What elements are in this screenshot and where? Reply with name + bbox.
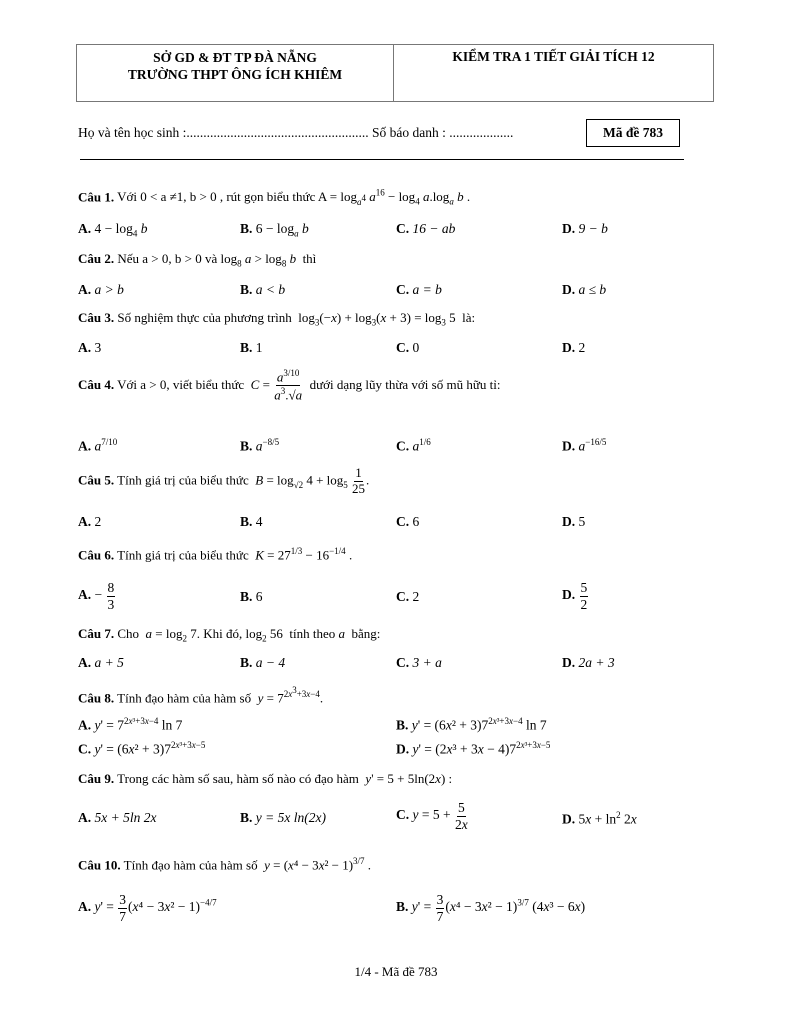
question-7: Câu 7. Cho $a = \log_2 7$. Khi đó, $\log_2 56$ tính theo a bằng: (78, 626, 381, 644)
student-info-line: Họ và tên học sinh :...................................................... Số báo danh : ................... (78, 125, 514, 140)
q9-option-d: D. $5x + \ln^2 2x$ (562, 810, 637, 827)
school-info (77, 49, 393, 83)
question-4: Câu 4. Với a > 0, viết biểu thức C = $\frac{a^{3/10}}{a^3.√a}$ dưới dạng lũy thừa với số mũ hữu tỉ: (78, 368, 501, 403)
q5-option-d: D. 5 (562, 514, 586, 529)
header-rule (80, 159, 684, 160)
q3-option-d: D. 2 (562, 340, 586, 355)
q3-option-a: A. 3 (78, 340, 102, 355)
question-9: Câu 9. Trong các hàm số sau, hàm số nào có đạo hàm y' = 5 + 5ln(2x) : (78, 771, 453, 786)
q1-option-a: A. $4 - \log_4 b$ (78, 221, 148, 239)
question-6: Câu 6. Tính giá trị của biểu thức $K = 27^{1/3} - 16^{-1/4}$ . (78, 546, 353, 563)
q1-option-b: B. $6 - \log_a b$ (240, 221, 309, 239)
question-8: Câu 8. Tính đạo hàm của hàm số $y = 7^{2x^3+3x-4}$. (78, 685, 324, 706)
q5-option-b: B. 4 (240, 514, 263, 529)
q4-fraction: $\frac{a^{3/10}}{a^3.√a}$ (274, 368, 303, 403)
q7-option-d: D. 2a + 3 (562, 655, 615, 670)
page-footer: 1/4 - Mã đề 783 (354, 964, 438, 979)
exam-title: KIỂM TRA 1 TIẾT GIẢI TÍCH 12 (452, 49, 655, 64)
q1-option-c: C. 16 − ab (396, 221, 456, 236)
question-1 (78, 188, 470, 207)
q3-option-b: B. 1 (240, 340, 263, 355)
q8-option-a: A. $y' = 7^{2x^3+3x-4}$ ln 7 (78, 716, 183, 733)
q6-option-b: B. 6 (240, 589, 263, 604)
q4-option-a: A. $a^{7/10}$ (78, 437, 118, 454)
q8-option-c: C. $y' = (6x^2 + 3)7^{2x^3+3x-5}$ (78, 740, 206, 757)
q2-option-c: C. a = b (396, 282, 442, 297)
q2-option-d: D. a ≤ b (562, 282, 607, 297)
q10-option-b: B. y' = $\frac{3}{7}$ $(x^4 - 3x^2 - 1)^{3/7}$ (4x³ − 6x) (396, 892, 586, 924)
q1-option-d: D. 9 − b (562, 221, 608, 236)
q9-option-c: C. y = 5 + $\frac{5}{2x}$ (396, 800, 468, 832)
school-line-2: TRƯỜNG THPT ÔNG ÍCH KHIÊM (127, 67, 343, 82)
q7-option-b: B. a − 4 (240, 655, 286, 670)
q8-option-d: D. $y' = (2x^3 + 3x - 4)7^{2x^3+3x-5}$ (396, 740, 551, 757)
q4-option-b: B. $a^{-8/5}$ (240, 437, 280, 454)
question-2: Câu 2. Nếu a > 0, b > 0 và $\log_8 a > \log_8 b$ thì (78, 251, 317, 269)
q9-option-b: B. y = 5x ln(2x) (240, 810, 326, 825)
q6-option-a: A. − $\frac{8}{3}$ (78, 580, 115, 612)
q10-option-a: A. y' = $\frac{3}{7}$ $(x^4 - 3x^2 - 1)^{-4/7}$ (78, 892, 217, 924)
q2-option-b: B. a < b (240, 282, 286, 297)
q5-option-a: A. 2 (78, 514, 102, 529)
q2-option-a: A. a > b (78, 282, 124, 297)
q9-option-a: A. 5x + 5ln 2x (78, 810, 157, 825)
q5-option-c: C. 6 (396, 514, 420, 529)
question-label: Câu 1. (78, 189, 115, 205)
question-10: Câu 10. Tính đạo hàm của hàm số $y = (x^4 - 3x^2 - 1)^{3/7}$ . (78, 856, 372, 873)
question-text: Với 0 < a ≠1, b > 0 , rút gọn biểu thức $A = \log_{a^4} a^{16} - \log_4 a.\log_a$ b . (117, 188, 471, 207)
school-line-1: SỞ GD & ĐT TP ĐÀ NẴNG (153, 50, 317, 65)
q7-option-a: A. a + 5 (78, 655, 124, 670)
q4-option-c: C. $a^{1/6}$ (396, 437, 431, 454)
q8-option-b: B. $y' = (6x^2 + 3)7^{2x^3+3x-4}$ ln 7 (396, 716, 547, 733)
q7-option-c: C. 3 + a (396, 655, 442, 670)
q1-stem: Với 0 < a ≠1, b > 0 , rút gọn biểu thức A = log (117, 189, 357, 205)
header-box (76, 44, 714, 102)
q3-option-c: C. 0 (396, 340, 420, 355)
question-5: Câu 5. Tính giá trị của biểu thức $B = \log_{√2} 4 + \log_5$ $\frac{1}{25}$ . (78, 465, 370, 496)
question-3: Câu 3. Số nghiệm thực của phương trình $\log_3(-x) + \log_3(x + 3) = \log_3 5$ là: (78, 310, 476, 328)
exam-code-box: Mã đề 783 (586, 119, 680, 147)
q4-option-d: D. $a^{-16/5}$ (562, 437, 607, 454)
q6-option-c: C. 2 (396, 589, 420, 604)
q6-option-d: D. $\frac{5}{2}$ (562, 580, 588, 612)
